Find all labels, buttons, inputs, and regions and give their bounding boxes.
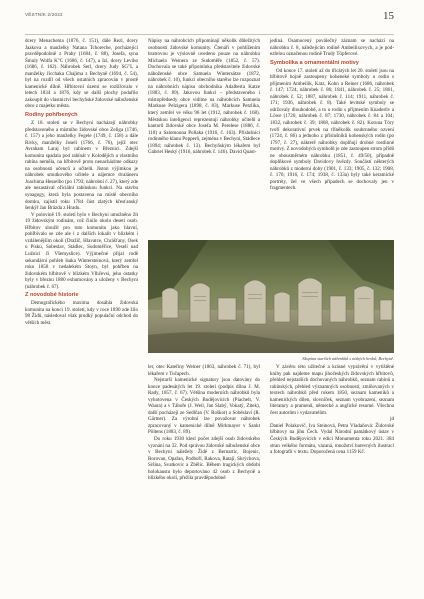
paragraph: jediná. Osamocený poválečný záznam se nachází na náhrobku č. 8, náležejícím rodině Ambeilixovych, a je podezřelou označenou rodině Trudy Töpferové. [270, 38, 394, 58]
paragraph: V polovině 19. století bylo v Bechyni umožněno žít 19 židovským rodinám, což činilo okolo deseti osob. Hřbitov sloužil pro tuto komunitu jako hlavní, pohřbívalo se zde ale i z dalších lokalit v blízkém i vzdálenějším okolí (Dražíč, Hlavatce, Chrášťany, Osek u Písku, Sobeslav, Stádlec, Sudoměřice, Veselí nad Lužnicí či Všemyslice). Výjimečné přijal rodě sekundární pohřeb Isaka Wintersteinová, který zemřel roku 1858 v nedalekém Stoyn, byl pohřben na židovském hřbitově v blízkém Vlhčevsi, jeho ostatky byly v březnu 1880 exhumovány a uloženy v Bechyni (náhrobek č. 67). [25, 211, 138, 290]
paragraph: Do roku 1930 klesl počet zdejší osob židovského vyznání na 32. Pod správou židovské náboženské obce v Bechyni náležely Židé z Bernartic, Bojenic, Borovan, Opařan, Podboří, Rakova, Ratají, Skrýchova, Sršina, Svatkovic a Zbělic. Během tragických období holokaustu bylo deportováno 42 osob z Bechyně a blízkého okolí, přežila pravděpodobně [148, 436, 260, 482]
paragraph: Z 18. století se v Bechyni nacházejí náhrobky představeného a místního židovské obce Zeliga (1746, č. 157) a jeho manželky Fegele (1749, č. 158) a dále Rivky, manželky Joseli (1766, č. 76), jejíž otec Avraham Laraj byl rabínem v Březnici. Zdejší komunita spadala pod rabínát v Kolodějích a vlastního rabína neměla, na hřbitově proto nenacházíme odkazy na osobnosti učenců a učitelů. Jiston výjimkou je náhrobek smutkového učitele a nájemce dvaláneru Joachima Hesselbo (po 1793; náhrobní č. 27), který zde ale nezastával oficiální rabínskou funkci. Na stavbu synagogy, která byla postavena na místě obecního domku, zajistil roku 1784 část zlatých křesťanský šenkýř Jan Brázda z Hradu. [25, 120, 138, 212]
column-1 [25, 38, 138, 326]
paragraph: Od konce 17. století až do třicátých let 20. století jsou na hřbitově hojně zastoupeny koheneké symboly u rodin s příjmením Ambeilik, Katz, Kohn a Reiner (1686, náhrobek č. 147; 1724, náhrobek č. 86; 1841, náhrobek č. 25; 1861, náhrobek č. 52; 1887, náhrobek č. 114; 1911, náhrobek č. 171; 1936, náhrobek č. 8). Také levitské symboly se udržovaly dlouhodobě, a to u rodin s příjmením Knaderův a Löwe (1720, náhrobek č. 87; 1730, náhrobek č. 84 a 104; 1832, náhrobek č. 39; 1868, náhrobek č. 82). Koruna Tóry tvoří dekorativní prvek na tříněkolik souhrnného ozvení (1724, č. 86) a jednoho z příslušníků kohenských rodin (po 1797, č. 27), nákterě náhrobky doplňují drobné rostlinné motivy. Z novodobých symbolů je zde zastoupen strom přídů ne obousměrném náhrobku (1851, č. 49/50), případně doplňkové symboly Davidovy hvězdy. Součástí některých náhrobků z moderní doby (1901, č. 133; 1905, č. 132; 1908, č. 176; 1916, č. 174; 1938, č. 133a) byly také keramické portréty, žel ve všech případech se dochovaly jen v fragmentech. [270, 67, 394, 192]
paragraph: dcery Menachema (1876, č. 151), dále Rezl, dcery Jaakova a manželky Natana Tchoreche, pocházející pravděpodobně z Prahy (1684, č. 88), Josefa, syna Šmuly Wolfa K"C (1686, č. 147), a Izi, dcery Leviho (1686, č. 162). Náhrobek Serl, dcery Judy SG"L a manželky Jicchaka Chajima z Bechyně (1694, č. 54), byl na rozdíl od všech ostatních zpracován v prostě kamenické dílně. Hřbitovní území se rozšiřovalo v letech 1834 a 1876, kdy se další plochy podařilo zakoupit do vlastnictví bechyňské židovské náboženské obce z majetku města. [25, 38, 138, 110]
section-heading-rodiny: Rodiny pohřbených [25, 112, 78, 119]
photo-caption: Skupina starších náhrobků s nízkých hrobů, Bechyně. [302, 356, 394, 361]
paragraph: ler, otec Kateřiny Weiner (1863, náhrobek č. 71), byl lékařem v Tučapech. [148, 364, 260, 377]
page-number: 15 [383, 10, 394, 22]
column-3-top [270, 38, 394, 192]
section-heading-historie: Z novodobé historie [25, 292, 79, 299]
paragraph: Nejstarší kamenické signatury jsou datovány do konce padesátých let 19. století (podpis dílna J. M. Rady, 1857, č. 67). Většina moderních náhrobků byla vyhotovena v Českých Budějovicích (Piachelt, V. Waara) a v Táboře (J. Weil, Jan Slabý, Vokatý, Zitek), další pocházejí ze Sedlčan (V. Roškot) a Soběslavi (R. Gärtner). Za výrobní lze považovat náhrobek zpracovaný v kamenické dílně Mirkmayer v Sankt Pöltens (1883, č. 89). [148, 377, 260, 436]
paragraph: V závěru této užitečné a krásné vyprávění v vytištěné knihy pak najdeme mapu jihočeských židovských hřbitovů, přehled nejstarších dochovaných náhrobků, seznam rabínů a rabínských, přehled významných osobností, zmiňovaných v textech náhrobků před rokem 1850, seznam kameníků a kamenických dílen, slovníček, seznam vyobrazení, seznam literatury a pramenů, německé a anglické resumé. Všechna čest autorům i vydavatelům. [270, 364, 394, 416]
column-3-bottom [270, 364, 394, 456]
paragraph: Demografického maxima dosáhla židovská komunita na konci 19. století, kdy v roce 1890 zde žilo 98 Židů, následoval však prudký populační odchod do větších měst. [25, 300, 138, 326]
section-heading-symbolika: Symbolika a ornamentální motivy [270, 59, 359, 66]
paragraph: Nápisy na náhrobcích připomínají několik důležitých osobností židovské komunity. Čtenáři v pohlížením bratrovou je výslovně uvedeno pouze na náhrobku Michaela Weinera ze Sudoměře (1852, č. 57). Dochovala se také připomínka představitele židovské náboženské obce Samuela Wintersätze (1872, náhrobek č. 10), funkci obecního starého lze rozpoznat na náhrobních nápisu obchodníka Adalberta Katze (1883, č. 89). Jakovou funkci – představeného i místopředsedy obce vidíme na náhrobcích Samuela Markuse Pelzigera (1898, č. 83), Markuse Petzlika, který zemřel ve věku 96 let (1912, náhrobek č. 168). Městskou inteligenci reprezentují náhrobky učitelů a kantorů židovské obce Josefa M. Perelese (1886, č. 118) a Salomouna Pollaka (1916, č. 163). Příslušníci rodinného klanu Popperů, zejména v Bechyni, Stádlece (1894; náhrobek č. 13). Bechyňským lékařem byl Gabriel Heský (1916, náhrobek č. 146). David Quast- [148, 38, 260, 156]
column-2-top [148, 38, 260, 156]
cemetery-photo-drawing [148, 240, 394, 353]
review-signature: jd [390, 416, 394, 423]
cemetery-photo [148, 240, 394, 353]
page-header [25, 10, 394, 35]
column-2-bottom [148, 364, 260, 482]
book-citation: Daniel Polakovič, Iva Steinová, Petra Vladaňová: Židovské hřbitovy na jihu Čech. Vydal Národní památkový ústav v Českých Budějovicích v edici Monumenta roku 2021. 384 stran velkého formátu, vázaná, množství barevných ilustrací a fotografií v textu. Doporučená cena 1159 Kč. [270, 422, 394, 456]
journal-title: VĚSTNÍK 2/2022 [25, 12, 63, 17]
